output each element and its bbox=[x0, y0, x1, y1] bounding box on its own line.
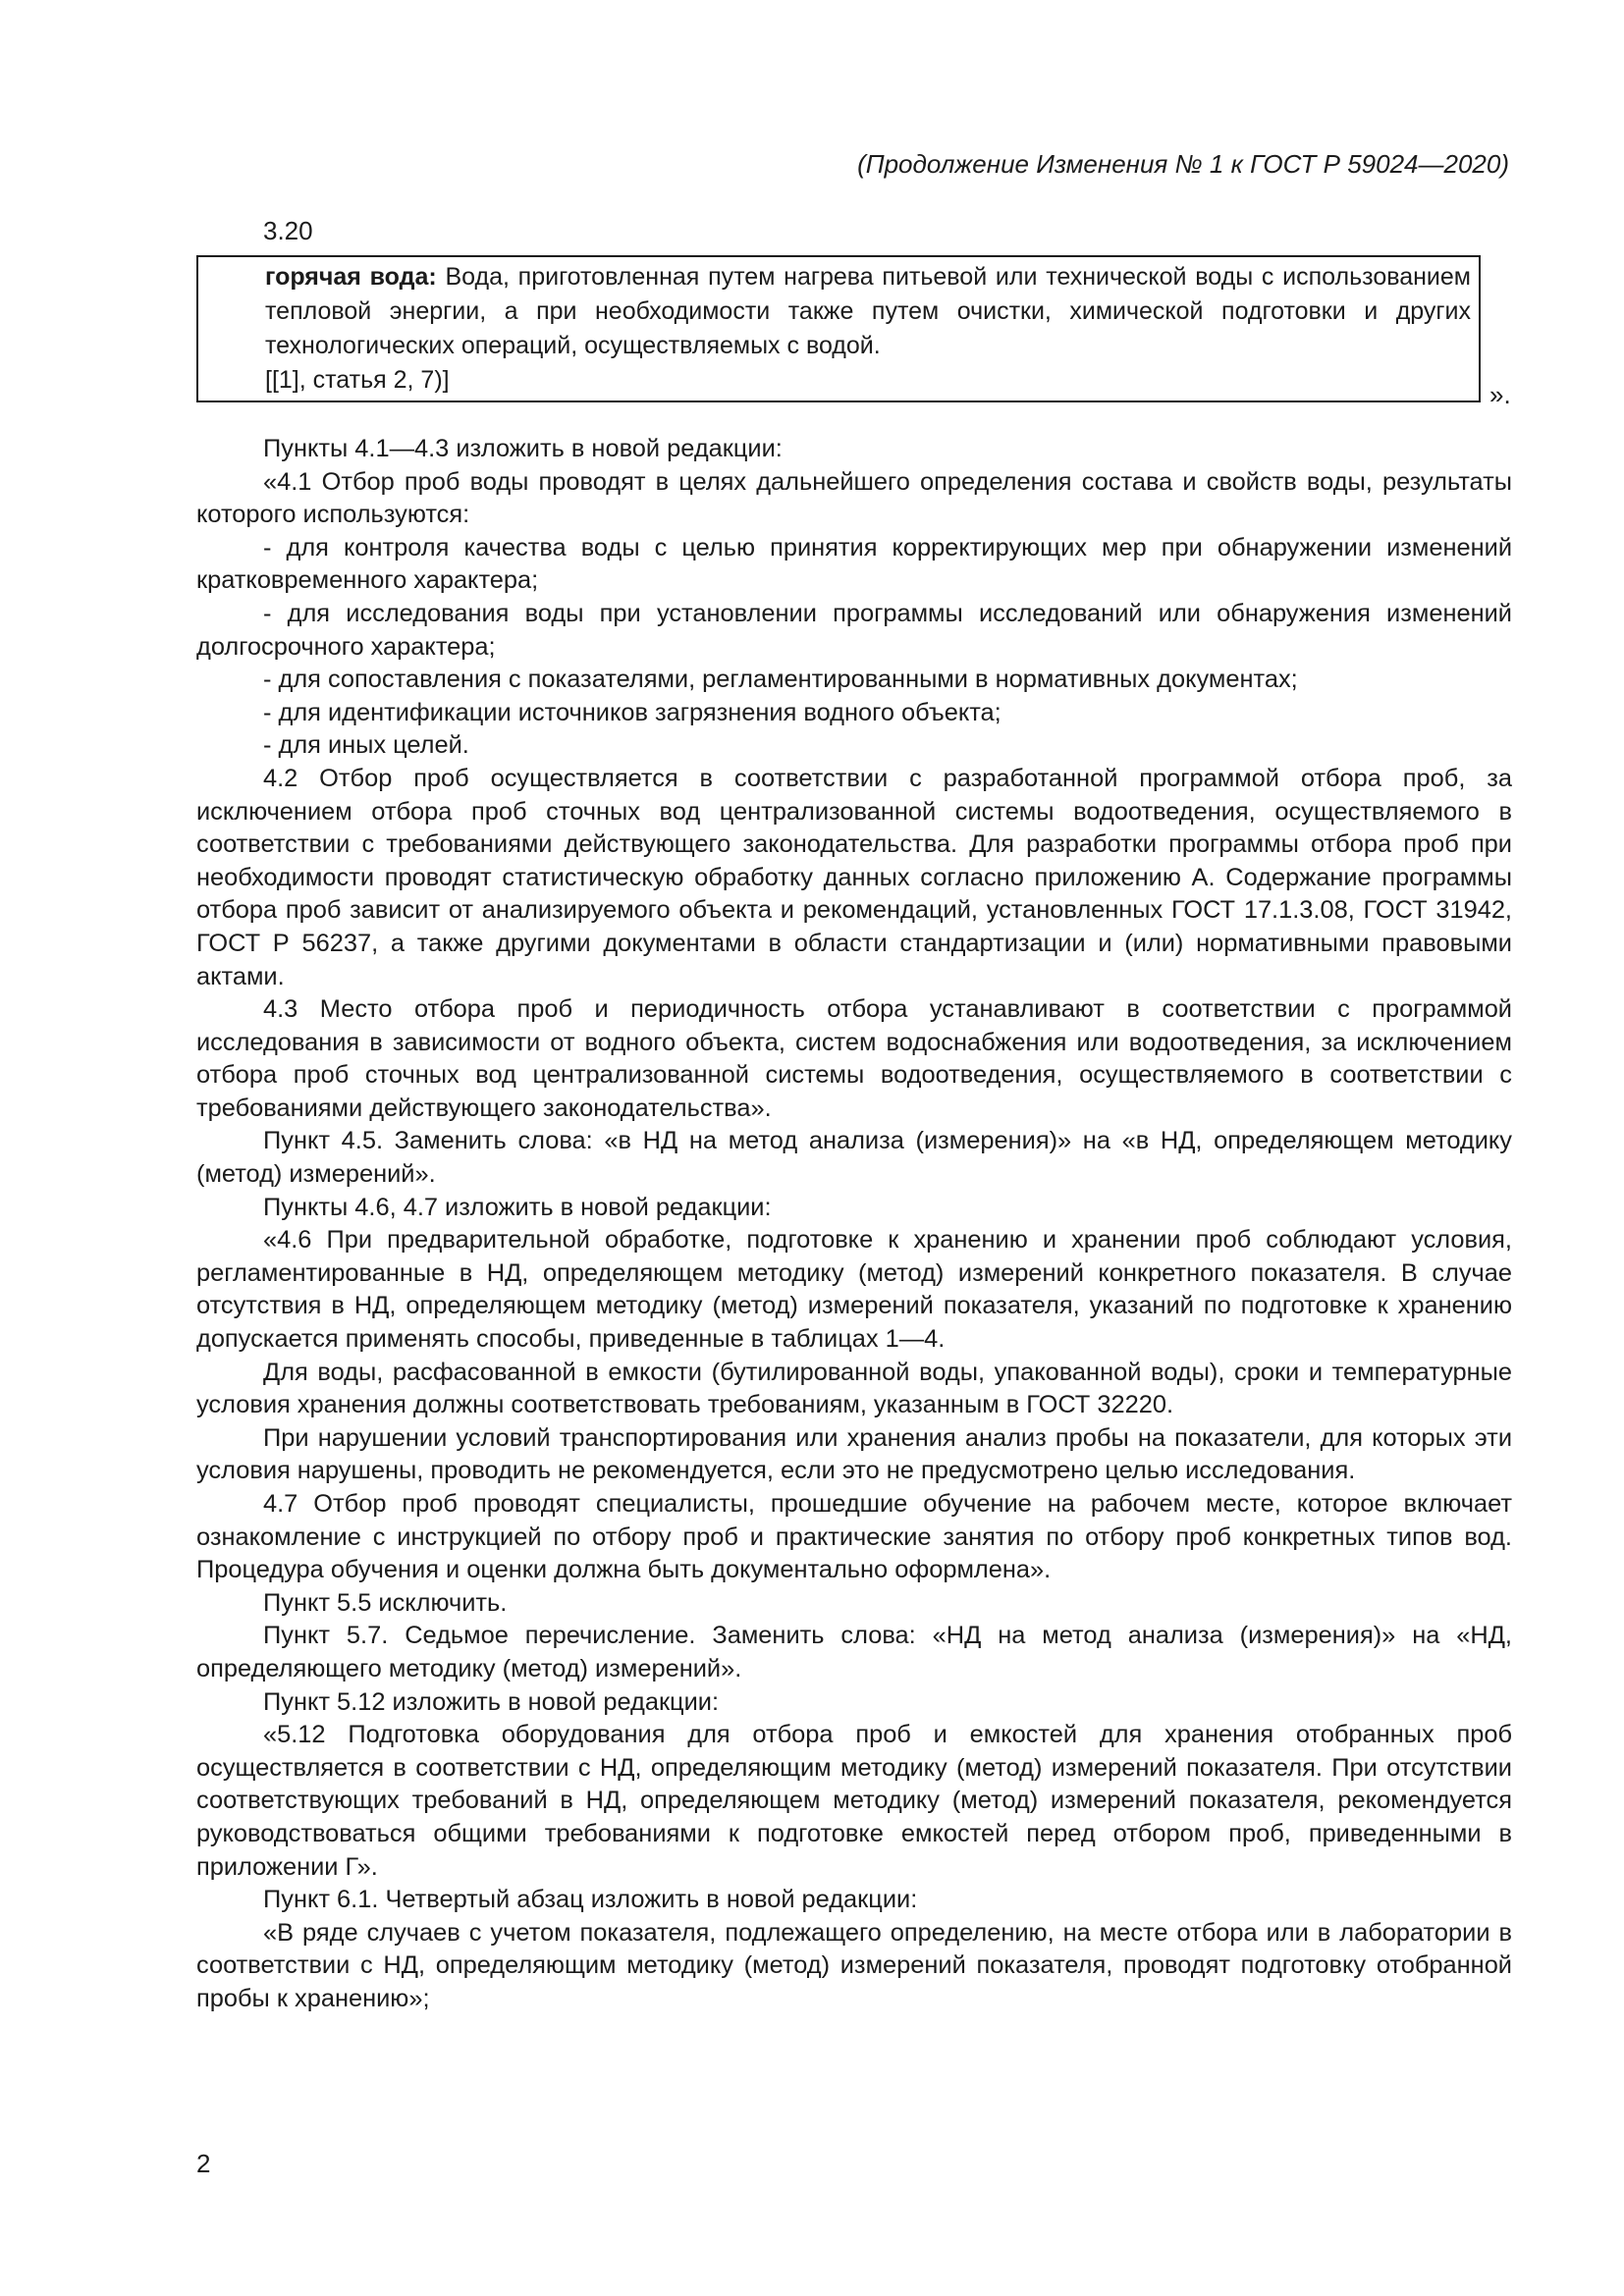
page-number: 2 bbox=[196, 2149, 211, 2178]
term-number: 3.20 bbox=[263, 216, 313, 245]
paragraph: Пункт 6.1. Четвертый абзац изложить в новой редакции: bbox=[263, 1886, 918, 1914]
list-item: - для иных целей. bbox=[263, 731, 469, 760]
list-item: - для исследования воды при установлении программы исследований или обнаружения изменений долгосрочного характера; bbox=[196, 599, 1512, 661]
term-definition bbox=[206, 260, 1471, 363]
paragraph: Пункт 4.5. Заменить слова: «в НД на метод анализа (измерения)» на «в НД, определяющем методику (метод) измерений». bbox=[196, 1127, 1512, 1189]
paragraph: «5.12 Подготовка оборудования для отбора проб и емкостей для хранения отобранных проб осуществляется в соответствии с НД, определяющим методику (метод) измерений показателя. При отсутствии соответствующих требований в НД, определяющем методику (метод) измерений показателя, рекомендуется руководствоваться общими требованиями к подготовке емкостей перед отбором проб, приведенными в приложении Г». bbox=[196, 1721, 1512, 1881]
paragraph: Пункты 4.1—4.3 изложить в новой редакции: bbox=[263, 435, 783, 462]
amendment-body bbox=[196, 433, 1512, 2016]
list-item: - для контроля качества воды с целью принятия корректирующих мер при обнаружении изменений кратковременного характера; bbox=[196, 533, 1512, 595]
list-item: - для сопоставления с показателями, регламентированными в нормативных документах; bbox=[263, 666, 1298, 694]
term-source: [[1], статья 2, 7)] bbox=[265, 366, 450, 394]
paragraph: Пункт 5.12 изложить в новой редакции: bbox=[263, 1687, 720, 1716]
paragraph: 4.7 Отбор проб проводят специалисты, прошедшие обучение на рабочем месте, которое включает ознакомление с инструкцией по отбору проб и практические занятия по отбору проб конкретных типов вод. Процедура обучения и оценки должна быть документально оформлена». bbox=[196, 1490, 1512, 1584]
closing-quote-mark: ». bbox=[1489, 380, 1511, 409]
paragraph: 4.2 Отбор проб осуществляется в соответствии с разработанной программой отбора проб, за исключением отбора проб сточных вод централизованной системы водоотведения, осуществляемого в соответствии с требованиями действующего законодательства. Для разработки программы отбора проб при необходимости проводят статистическую обработку данных согласно приложению А. Содержание программы отбора проб зависит от анализируемого объекта и рекомендаций, установленных ГОСТ 17.1.3.08, ГОСТ 31942, ГОСТ Р 56237, а также другими документами в области стандартизации и (или) нормативными правовыми актами. bbox=[196, 764, 1512, 990]
paragraph: Пункты 4.6, 4.7 изложить в новой редакции: bbox=[263, 1193, 772, 1221]
paragraph: Пункт 5.5 исключить. bbox=[263, 1588, 508, 1617]
list-item: - для идентификации источников загрязнения водного объекта; bbox=[263, 698, 1001, 726]
term-name: горячая вода: bbox=[265, 263, 437, 291]
paragraph: «4.1 Отбор проб воды проводят в целях дальнейшего определения состава и свойств воды, результаты которого используются: bbox=[196, 467, 1512, 529]
term-definition-box bbox=[196, 255, 1481, 402]
paragraph: Для воды, расфасованной в емкости (бутилированной воды, упакованной воды), сроки и температурные условия хранения должны соответствовать требованиям, указанным в ГОСТ 32220. bbox=[196, 1358, 1512, 1419]
paragraph: 4.3 Место отбора проб и периодичность отбора устанавливают в соответствии с программой исследования в зависимости от водного объекта, систем водоснабжения или водоотведения, за исключением отбора проб сточных вод централизованной системы водоотведения, осуществляемого в соответствии с требованиями действующего законодательства». bbox=[196, 995, 1512, 1122]
paragraph: «4.6 При предварительной обработке, подготовке к хранению и хранении проб соблюдают условия, регламентированные в НД, определяющем методику (метод) измерений конкретного показателя. В случае отсутствия в НД, определяющем методику (метод) измерений показателя, указаний по подготовке к хранению допускается применять способы, приведенные в таблицах 1—4. bbox=[196, 1226, 1512, 1354]
paragraph: При нарушении условий транспортирования или хранения анализ пробы на показатели, для которых эти условия нарушены, проводить не рекомендуется, если это не предусмотрено целью исследования. bbox=[196, 1423, 1512, 1485]
paragraph: «В ряде случаев с учетом показателя, подлежащего определению, на месте отбора или в лаборатории в соответствии с НД, определяющим методику (метод) измерений показателя, проводят подготовку отобранной пробы к хранению»; bbox=[196, 1918, 1512, 2012]
term-definition-text: Вода, приготовленная путем нагрева питьевой или технической воды с использованием тепловой энергии, а при необходимости также путем очистки, химической подготовки и других технологических операций, осуществляемых с водой. bbox=[265, 263, 1471, 359]
running-header: (Продолжение Изменения № 1 к ГОСТ Р 59024—2020) bbox=[857, 149, 1509, 179]
paragraph: Пункт 5.7. Седьмое перечисление. Заменить слова: «НД на метод анализа (измерения)» на «НД, определяющего методику (метод) измерений». bbox=[196, 1622, 1512, 1682]
